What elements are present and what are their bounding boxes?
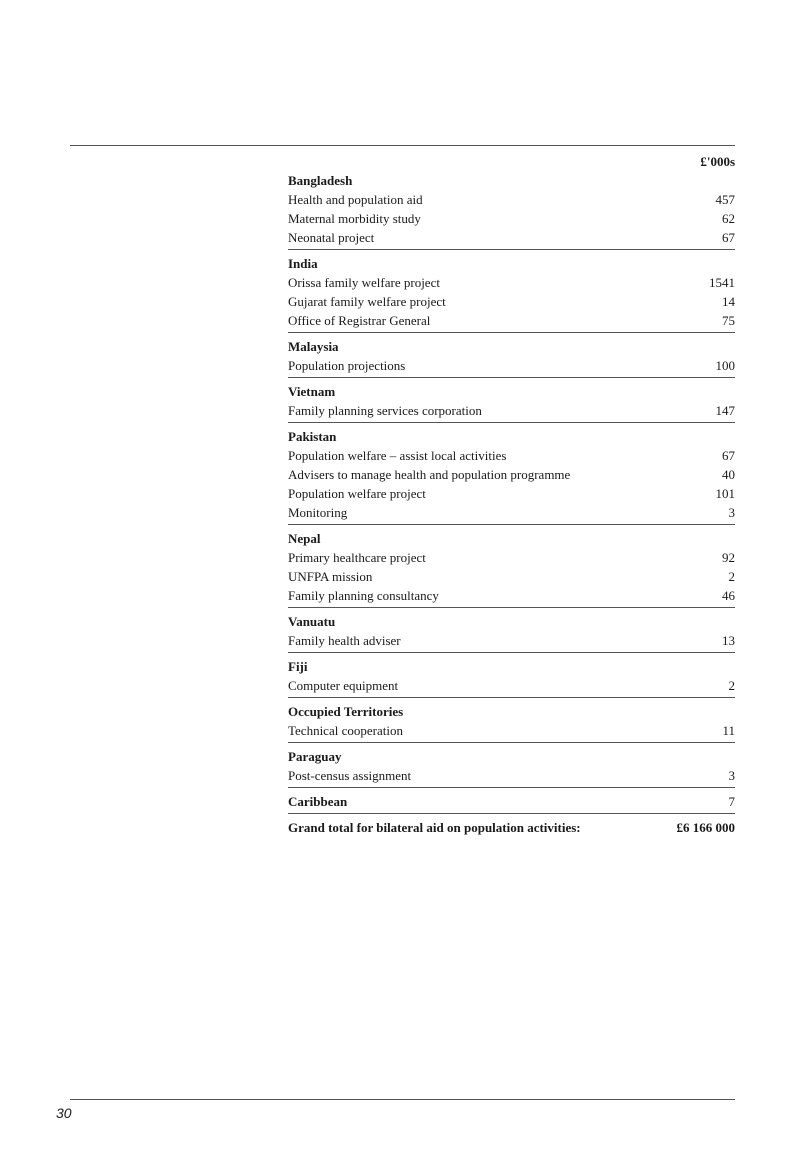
- caribbean-label: Caribbean: [288, 794, 348, 809]
- project-label: Family health adviser: [288, 633, 401, 648]
- caribbean-row: [288, 792, 735, 811]
- project-row: [288, 356, 735, 375]
- project-row: [288, 465, 735, 484]
- project-label: Computer equipment: [288, 678, 399, 693]
- project-row: [288, 503, 735, 522]
- project-value: 100: [715, 358, 735, 373]
- project-row: [288, 676, 735, 695]
- project-value: 11: [722, 723, 735, 738]
- project-value: 101: [715, 486, 735, 501]
- country-title: Malaysia: [288, 339, 339, 354]
- country-title: Paraguay: [288, 749, 342, 764]
- country-section: [288, 747, 735, 788]
- project-row: [288, 586, 735, 605]
- country-title: Bangladesh: [288, 173, 353, 188]
- sections-container: [288, 171, 735, 788]
- country-title: India: [288, 256, 318, 271]
- project-value: 92: [722, 550, 735, 565]
- project-row: [288, 766, 735, 785]
- project-value: 2: [728, 569, 735, 584]
- project-row: [288, 548, 735, 567]
- project-value: 457: [715, 192, 735, 207]
- caribbean-value: 7: [728, 794, 735, 809]
- country-title: Occupied Territories: [288, 704, 404, 719]
- project-label: Population welfare project: [288, 486, 426, 501]
- project-value: 3: [728, 505, 735, 520]
- project-label: Maternal morbidity study: [288, 211, 421, 226]
- country-section: [288, 657, 735, 698]
- project-row: [288, 311, 735, 330]
- page-number: 30: [56, 1105, 72, 1121]
- project-value: 13: [722, 633, 735, 648]
- unit-header: £'000s: [700, 154, 735, 169]
- project-label: Population projections: [288, 358, 406, 373]
- project-row: [288, 446, 735, 465]
- project-value: 62: [722, 211, 735, 226]
- project-row: [288, 209, 735, 228]
- project-label: Orissa family welfare project: [288, 275, 440, 290]
- project-label: Technical cooperation: [288, 723, 403, 738]
- country-section: [288, 612, 735, 653]
- country-section: [288, 254, 735, 333]
- project-label: Health and population aid: [288, 192, 423, 207]
- project-value: 67: [722, 230, 735, 245]
- country-section: [288, 337, 735, 378]
- project-value: 67: [722, 448, 735, 463]
- project-row: [288, 721, 735, 740]
- project-value: 3: [728, 768, 735, 783]
- country-title: Fiji: [288, 659, 308, 674]
- project-row: [288, 228, 735, 247]
- project-label: Neonatal project: [288, 230, 375, 245]
- project-label: Monitoring: [288, 505, 348, 520]
- project-label: Primary healthcare project: [288, 550, 426, 565]
- country-section: [288, 427, 735, 525]
- country-section: [288, 382, 735, 423]
- project-label: Family planning services corporation: [288, 403, 482, 418]
- project-label: Family planning consultancy: [288, 588, 439, 603]
- country-title: Vanuatu: [288, 614, 336, 629]
- project-label: Office of Registrar General: [288, 313, 431, 328]
- grand-total-label: Grand total for bilateral aid on population activities:: [288, 820, 581, 835]
- project-label: Advisers to manage health and population programme: [288, 467, 571, 482]
- project-row: [288, 567, 735, 586]
- project-row: [288, 273, 735, 292]
- country-section: [288, 529, 735, 608]
- project-row: [288, 631, 735, 650]
- project-label: Population welfare – assist local activities: [288, 448, 507, 463]
- project-value: 75: [722, 313, 735, 328]
- country-section: [288, 171, 735, 250]
- project-value: 46: [722, 588, 735, 603]
- project-value: 14: [722, 294, 735, 309]
- country-title: Vietnam: [288, 384, 336, 399]
- project-label: UNFPA mission: [288, 569, 373, 584]
- project-value: 1541: [709, 275, 735, 290]
- population-aid-table: [288, 153, 735, 838]
- country-title: Nepal: [288, 531, 321, 546]
- project-label: Gujarat family welfare project: [288, 294, 446, 309]
- project-row: [288, 190, 735, 209]
- project-label: Post-census assignment: [288, 768, 412, 783]
- project-row: [288, 292, 735, 311]
- project-value: 2: [728, 678, 735, 693]
- country-section: [288, 702, 735, 743]
- bottom-rule: [70, 1099, 735, 1100]
- country-title: Pakistan: [288, 429, 337, 444]
- project-value: 147: [715, 403, 735, 418]
- project-value: 40: [722, 467, 735, 482]
- grand-total-value: £6 166 000: [676, 820, 735, 835]
- grand-total-row: [288, 818, 735, 838]
- project-row: [288, 401, 735, 420]
- top-rule: [70, 145, 735, 146]
- project-row: [288, 484, 735, 503]
